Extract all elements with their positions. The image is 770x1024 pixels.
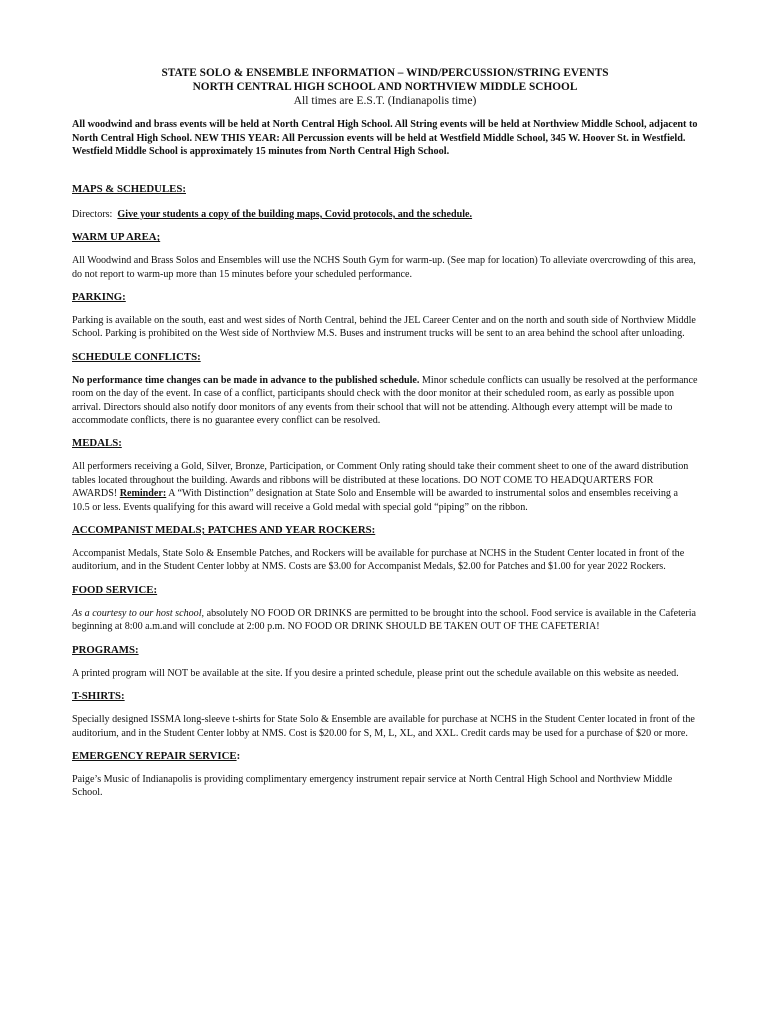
tshirts-paragraph: Specially designed ISSMA long-sleeve t-shirts for State Solo & Ensemble are available for purchase at NCHS in the Student Center located in front of the auditorium, and in the Student Center lobby at NMS. Cost is $20.00 for S, M, L, XL, and XXL. Credit cards may be used for a purchase of $20 or more.: [72, 714, 695, 739]
food-text: absolutely NO FOOD OR DRINKS are permitted to be brought into the school. Food service is available in the Cafeteria beginning at 8:00 a.m.and will conclude at 2:00 p.m. NO FOOD OR DRINK SHOULD BE TAKEN OUT OF THE CAFETERIA!: [72, 607, 697, 633]
intro-paragraph: All woodwind and brass events will be held at North Central High School. All String events will be held at Northview Middle School, adjacent to North Central High School. NEW THIS YEAR: All Percussion events will be held at Westfield Middle School, 345 W. Hoover St. in Westfield. Westfield Middle School is approximately 15 minutes from North Central High School.: [72, 119, 698, 158]
parking-paragraph: Parking is available on the south, east and west sides of North Central, behind the JEL Career Center and on the north and south side of Northview Middle School. Parking is prohibited on the West side of Northview M.S. Buses and instrument trucks will be sent to an area behind the school after unloading.: [72, 315, 696, 340]
tshirts-heading: T-SHIRTS:: [72, 690, 125, 703]
medals-paragraph: [72, 460, 698, 514]
accompanist-heading: ACCOMPANIST MEDALS; PATCHES AND YEAR ROCKERS:: [72, 524, 376, 537]
medals-reminder-text: A “With Distinction” designation at State Solo and Ensemble will be awarded to instrumental solos and ensembles receiving a 10.5 or less. Events qualifying for this award will receive a Gold medal with special gold “piping” on the ribbon.: [72, 488, 678, 513]
food-heading: FOOD SERVICE:: [72, 583, 158, 596]
document-title-line2: NORTH CENTRAL HIGH SCHOOL AND NORTHVIEW MIDDLE SCHOOL: [192, 81, 578, 93]
warmup-paragraph: All Woodwind and Brass Solos and Ensembles will use the NCHS South Gym for warm-up. (See map for location) To alleviate overcrowding of this area, do not report to warm-up more than 15 minutes before your scheduled performance.: [72, 255, 696, 280]
medals-reminder-label: Reminder:: [119, 488, 167, 500]
conflicts-heading: SCHEDULE CONFLICTS:: [72, 350, 201, 363]
repair-heading-colon: :: [236, 749, 241, 762]
maps-instruction: Give your students a copy of the building maps, Covid protocols, and the schedule.: [117, 208, 473, 220]
document-title-line1: STATE SOLO & ENSEMBLE INFORMATION – WIND/PERCUSSION/STRING EVENTS: [161, 67, 609, 79]
food-italic-text: As a courtesy to our host school,: [72, 607, 205, 619]
document-subtitle: All times are E.S.T. (Indianapolis time): [293, 94, 477, 107]
repair-paragraph: Paige’s Music of Indianapolis is providing complimentary emergency instrument repair service at North Central High School and Northview Middle School.: [72, 773, 673, 799]
programs-heading: PROGRAMS:: [72, 643, 139, 656]
conflicts-text: Minor schedule conflicts can usually be resolved at the performance room on the day of the event. In case of a conflict, participants should check with the door monitor at their scheduled room, as early as possible upon arrival. Directors should also notify door monitors of any events from their school that will not be attending. Although every attempt will be made to accommodate conflicts, there is no guarantee every conflict can be resolved.: [72, 374, 698, 427]
maps-heading: MAPS & SCHEDULES:: [72, 182, 186, 195]
conflicts-bold-text: No performance time changes can be made in advance to the published schedule.: [72, 374, 420, 386]
repair-heading: [72, 750, 698, 763]
maps-label: Directors:: [72, 208, 113, 220]
maps-paragraph: [72, 208, 698, 221]
medals-heading: MEDALS:: [72, 437, 122, 450]
food-paragraph: [72, 607, 698, 634]
programs-paragraph: A printed program will NOT be available at the site. If you desire a printed schedule, please print out the schedule available on this website as needed.: [72, 667, 679, 679]
warmup-heading: WARM UP AREA;: [72, 231, 161, 244]
parking-heading: PARKING:: [72, 291, 126, 303]
conflicts-paragraph: [72, 374, 698, 428]
repair-heading-text: EMERGENCY REPAIR SERVICE: [72, 749, 237, 762]
accompanist-paragraph: Accompanist Medals, State Solo & Ensemble Patches, and Rockers will be available for purchase at NCHS in the Student Center located in front of the auditorium, and in the Student Center lobby at NMS. Costs are $3.00 for Accompanist Medals, $2.00 for Patches and $1.00 for year 2022 Rockers.: [72, 548, 685, 573]
medals-text: All performers receiving a Gold, Silver, Bronze, Participation, or Comment Only rating should take their comment sheet to one of the award distribution tables located throughout the building. Awards and ribbons will be distributed at these locations. DO NOT COME TO HEADQUARTERS FOR AWARDS!: [72, 461, 689, 500]
